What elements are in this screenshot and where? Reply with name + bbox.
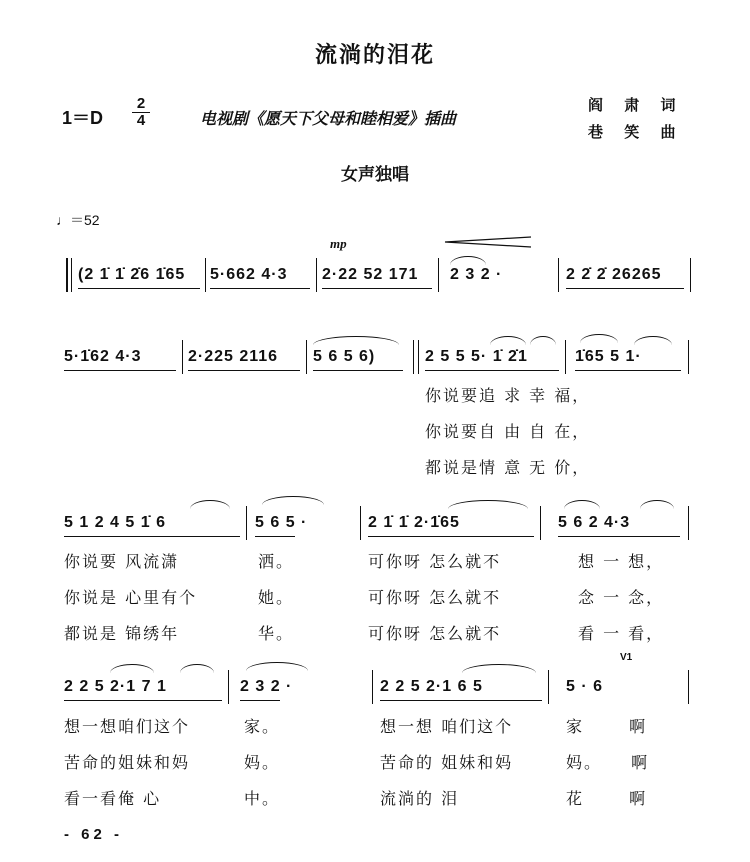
page-number: - 62 - <box>64 826 124 843</box>
beam <box>64 370 176 371</box>
slur <box>246 662 308 671</box>
lyric-phrase: 你说要 风流潇 <box>64 552 180 571</box>
time-signature-top: 2 <box>136 95 146 112</box>
lyric-phrase: 中。 <box>244 789 281 808</box>
beam <box>380 700 542 701</box>
slur <box>462 664 536 673</box>
beam <box>313 370 403 371</box>
slur <box>564 500 600 509</box>
measure: 2·225 2116 <box>188 348 279 365</box>
measure: 5 6 2 4·3 <box>558 514 631 531</box>
slur <box>530 336 556 345</box>
measure: 2 5 5 5· 1̇ 2̇1 <box>425 348 528 365</box>
lyric-phrase: 妈。 <box>244 753 281 772</box>
barline <box>228 670 229 704</box>
lyric-line: 你说要自 由 自 在， <box>425 422 591 441</box>
lyric-phrase: 你说是 心里有个 <box>64 588 198 607</box>
barline <box>548 670 549 704</box>
measure: 5·1̇62 4·3 <box>64 348 142 365</box>
beam <box>368 536 534 537</box>
barline <box>688 670 689 704</box>
measure: 2 2 5 2·1 6 5 <box>380 678 483 695</box>
time-signature <box>132 97 150 128</box>
beam <box>566 288 684 289</box>
measure: 2 2 5 2·1 7 1 <box>64 678 167 695</box>
lyric-phrase: 念 一 念， <box>578 588 665 607</box>
lyric-phrase: 都说是 锦绣年 <box>64 624 180 643</box>
barline <box>71 258 72 292</box>
lyric-phrase: 可你呀 怎么就不 <box>368 588 502 607</box>
key-signature: 1＝D <box>62 108 104 128</box>
lyric-phrase: 可你呀 怎么就不 <box>368 552 502 571</box>
slur <box>580 334 618 343</box>
lyric-phrase: 她。 <box>258 588 295 607</box>
barline <box>316 258 317 292</box>
slur <box>448 500 528 509</box>
beam <box>240 700 280 701</box>
measure: 5 6 5 · <box>255 514 308 531</box>
beam <box>78 288 200 289</box>
measure: 2·22 52 171 <box>322 266 419 283</box>
lyric-phrase: 家。 <box>244 717 281 736</box>
song-title: 流淌的泪花 <box>314 42 435 68</box>
barline <box>306 340 307 374</box>
lyric-phrase: 想一想 咱们这个 <box>380 717 514 736</box>
measure: 2 1̇ 1̇ 2·1̇65 <box>368 514 460 531</box>
beam <box>64 700 222 701</box>
lyric-phrase: 家 啊 <box>566 717 648 736</box>
barline <box>182 340 183 374</box>
slur <box>180 664 214 673</box>
tempo-marking: ♩＝52 <box>56 212 100 228</box>
lyric-phrase: 苦命的姐妹和妈 <box>64 753 191 772</box>
lyric-line: 都说是情 意 无 价， <box>425 458 591 477</box>
lyric-phrase: 洒。 <box>258 552 295 571</box>
slur <box>190 500 230 509</box>
barline <box>413 340 414 374</box>
barline <box>66 258 68 292</box>
lyric-phrase: 苦命的 姐妹和妈 <box>380 753 514 772</box>
barline <box>565 340 566 374</box>
measure: 5·662 4·3 <box>210 266 288 283</box>
slur <box>634 336 672 345</box>
lyric-phrase: 想 一 想， <box>578 552 665 571</box>
beam <box>425 370 559 371</box>
barline <box>540 506 541 540</box>
grace-note: V1 <box>620 652 633 663</box>
measure: 5 6 5 6) <box>313 348 376 365</box>
barline <box>558 258 559 292</box>
slur <box>110 664 154 673</box>
measure: 1̇65 5 1· <box>575 348 642 365</box>
barline <box>372 670 373 704</box>
measure: 2 3 2 · <box>240 678 293 695</box>
beam <box>322 288 432 289</box>
barline <box>438 258 439 292</box>
song-subtitle: 电视剧《愿天下父母和睦相爱》插曲 <box>200 109 457 128</box>
lyric-line: 你说要追 求 幸 福， <box>425 386 591 405</box>
voice-designation: 女声独唱 <box>341 165 409 185</box>
barline <box>688 506 689 540</box>
crescendo-hairpin <box>443 236 533 248</box>
beam <box>575 370 681 371</box>
barline <box>418 340 419 374</box>
barline <box>205 258 206 292</box>
lyric-phrase: 看一看俺 心 <box>64 789 162 808</box>
beam <box>188 370 300 371</box>
lyric-phrase: 流淌的 泪 <box>380 789 460 808</box>
time-signature-bottom: 4 <box>136 112 146 129</box>
barline <box>360 506 361 540</box>
slur <box>640 500 674 509</box>
slur <box>450 256 486 265</box>
measure: (2 1̇ 1̇ 2̇6 1̇65 <box>78 266 186 283</box>
composer-credit: 巷 笑 曲 <box>588 123 684 141</box>
lyric-phrase: 可你呀 怎么就不 <box>368 624 502 643</box>
measure: 2 3 2 · <box>450 266 503 283</box>
barline <box>688 340 689 374</box>
measure: 5 · 6 <box>566 678 604 695</box>
slur <box>262 496 324 505</box>
lyric-phrase: 想一想咱们这个 <box>64 717 191 736</box>
beam <box>558 536 680 537</box>
lyric-phrase: 妈。 啊 <box>566 753 650 772</box>
dynamic-marking: mp <box>330 236 347 251</box>
barline <box>690 258 691 292</box>
beam <box>255 536 295 537</box>
lyric-phrase: 花 啊 <box>566 789 648 808</box>
lyricist-credit: 阎 肃 词 <box>588 96 684 114</box>
barline <box>246 506 247 540</box>
measure: 2 2̇ 2̇ 26265 <box>566 266 662 283</box>
measure: 5 1 2 4 5 1̇ 6 <box>64 514 166 531</box>
beam <box>210 288 310 289</box>
credits <box>588 92 683 146</box>
lyric-phrase: 华。 <box>258 624 295 643</box>
slur <box>313 336 399 345</box>
slur <box>490 336 526 345</box>
lyric-phrase: 看 一 看， <box>578 624 665 643</box>
beam <box>64 536 240 537</box>
